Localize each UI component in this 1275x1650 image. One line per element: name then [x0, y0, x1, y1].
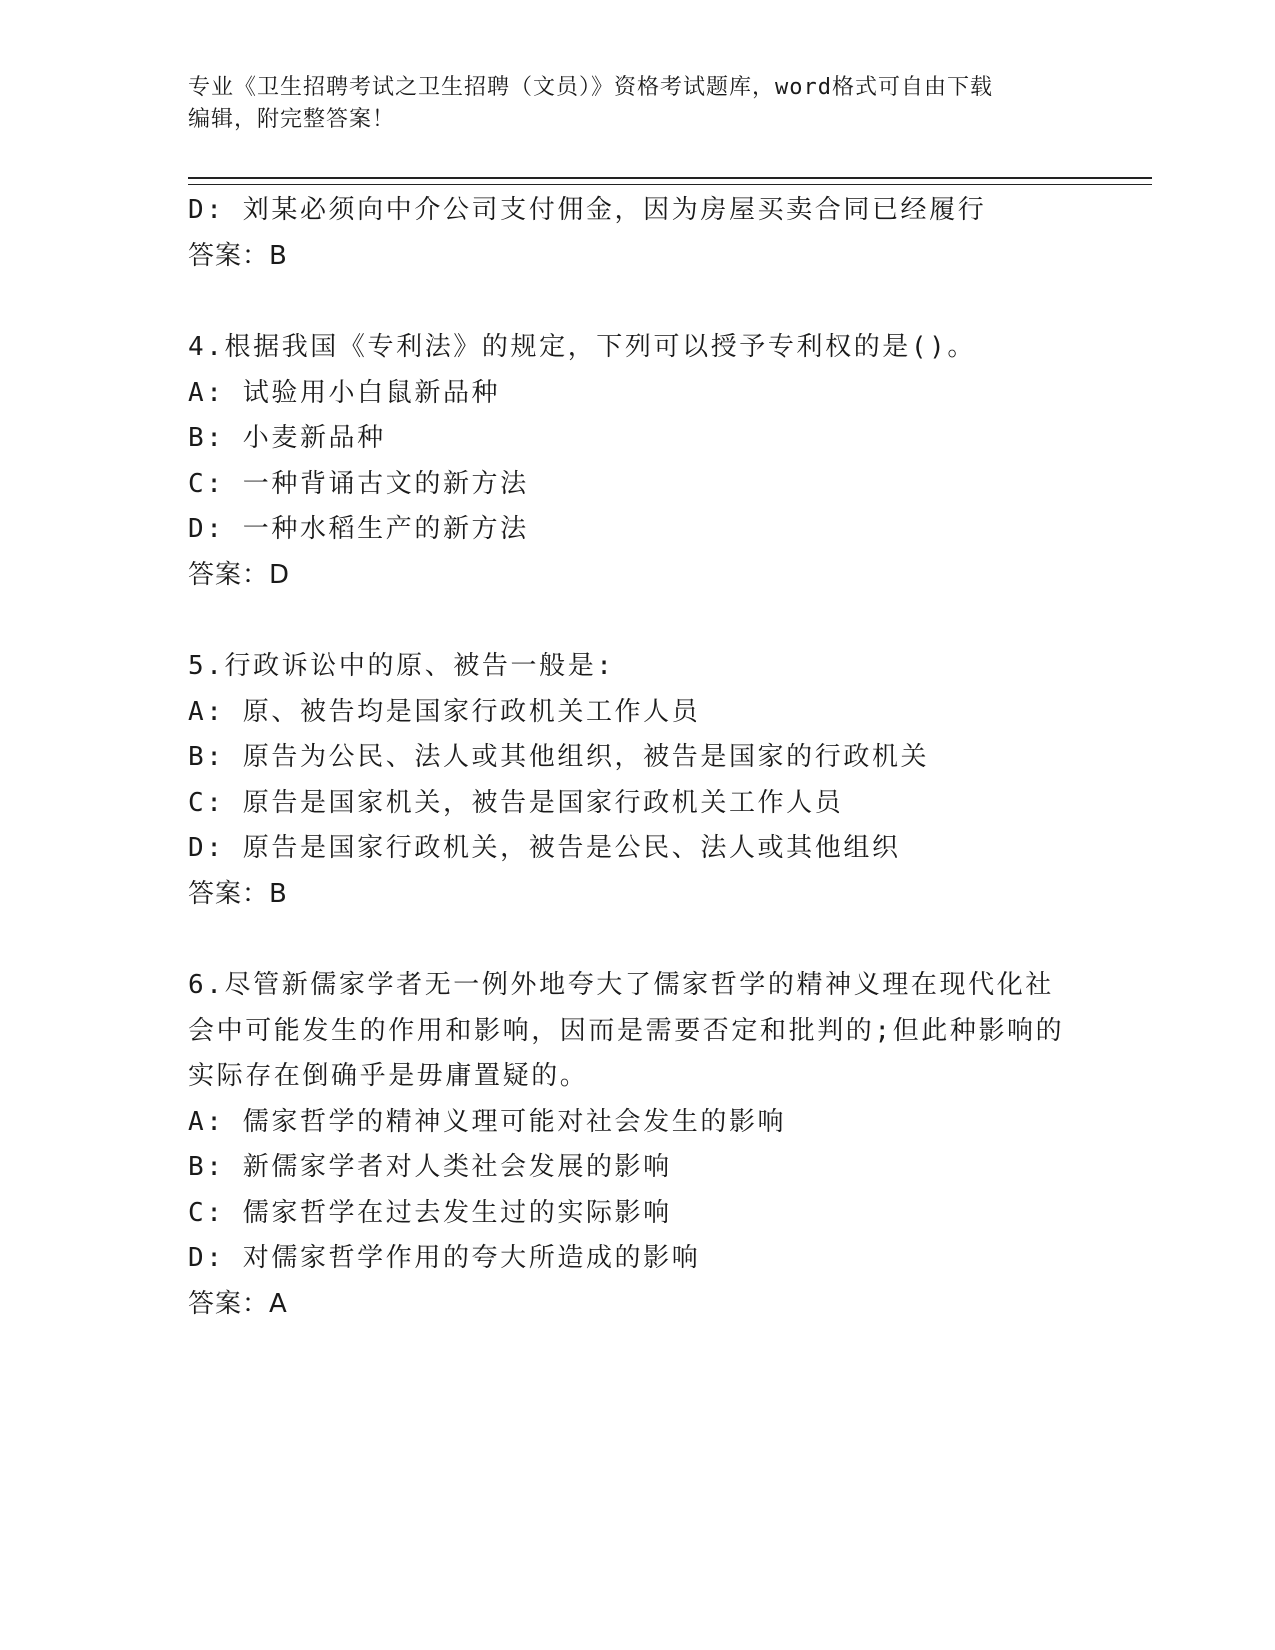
option-a: A: 原、被告均是国家行政机关工作人员 — [188, 696, 701, 727]
option-b: B: 小麦新品种 — [188, 423, 386, 453]
option-c: C: 儒家哲学在过去发生过的实际影响 — [188, 1197, 672, 1228]
option-d: D: 对儒家哲学作用的夸大所造成的影响 — [188, 1243, 701, 1273]
question-block-5 — [188, 644, 1108, 917]
question-stem-line-3: 实际存在倒确乎是毋庸置疑的。 — [188, 1061, 589, 1091]
page-header — [188, 72, 1088, 136]
option-d: D: 刘某必须向中介公司支付佣金，因为房屋买卖合同已经履行 — [188, 195, 987, 225]
header-divider — [188, 177, 1152, 185]
spacer — [188, 279, 1108, 325]
spacer — [188, 917, 1108, 963]
question-stem-line-2: 会中可能发生的作用和影响，因而是需要否定和批判的;但此种影响的 — [188, 1015, 1065, 1046]
question-stem: 4.根据我国《专利法》的规定，下列可以授予专利权的是()。 — [188, 332, 977, 362]
question-stem: 5.行政诉讼中的原、被告一般是: — [188, 651, 615, 681]
question-block-6 — [188, 963, 1108, 1327]
question-block-3-continued — [188, 188, 1108, 279]
option-a: A: 儒家哲学的精神义理可能对社会发生的影响 — [188, 1106, 787, 1137]
spacer — [188, 598, 1108, 644]
option-d: D: 原告是国家行政机关，被告是公民、法人或其他组织 — [188, 833, 901, 863]
answer-label: 答案：A — [188, 1288, 288, 1319]
option-b: B: 新儒家学者对人类社会发展的影响 — [188, 1152, 672, 1182]
document-body — [188, 188, 1108, 1327]
answer-label: 答案：B — [188, 240, 288, 271]
option-b: B: 原告为公民、法人或其他组织，被告是国家的行政机关 — [188, 742, 930, 772]
option-a: A: 试验用小白鼠新品种 — [188, 377, 501, 408]
option-c: C: 原告是国家机关，被告是国家行政机关工作人员 — [188, 787, 844, 818]
question-block-4 — [188, 325, 1108, 598]
header-line-1: 专业《卫生招聘考试之卫生招聘（文员）》资格考试题库，word格式可自由下载 — [188, 75, 993, 100]
answer-label: 答案：B — [188, 878, 288, 909]
question-stem-line-1: 6.尽管新儒家学者无一例外地夸大了儒家哲学的精神义理在现代化社 — [188, 970, 1054, 1000]
option-d: D: 一种水稻生产的新方法 — [188, 514, 529, 544]
option-c: C: 一种背诵古文的新方法 — [188, 468, 529, 499]
answer-label: 答案：D — [188, 559, 291, 590]
header-line-2: 编辑，附完整答案！ — [188, 107, 396, 132]
